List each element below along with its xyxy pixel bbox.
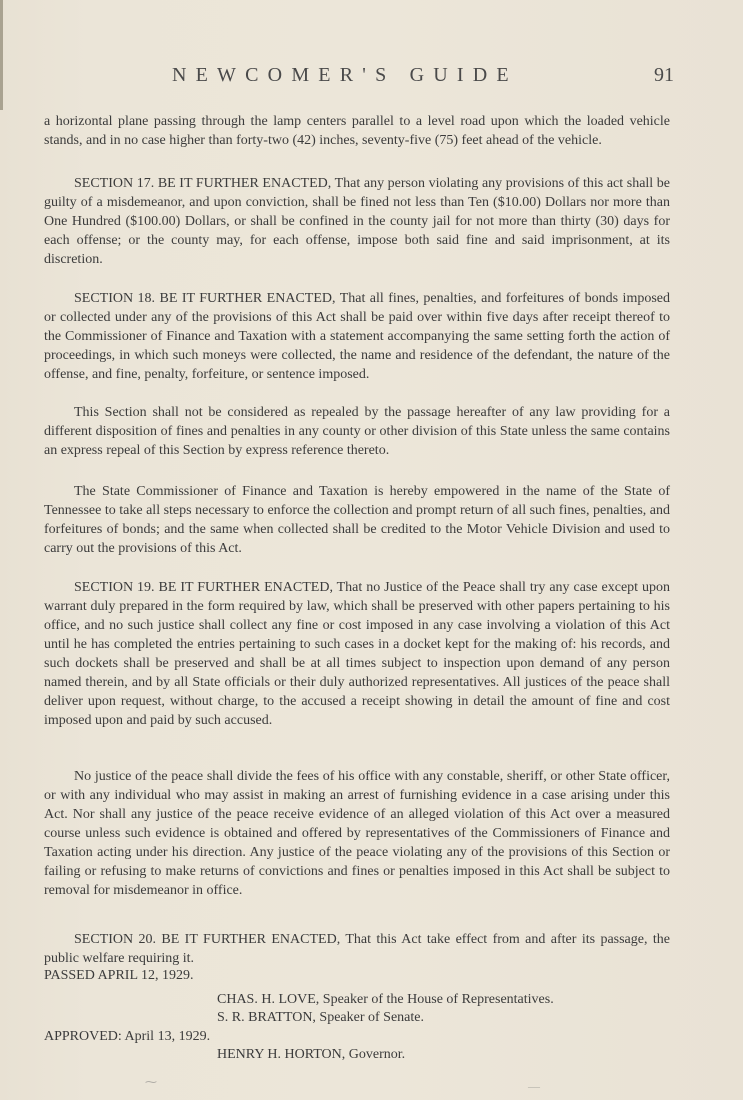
section-19-container <box>44 578 670 730</box>
governor-signature: HENRY H. HORTON, Governor. <box>217 1047 406 1062</box>
commissioner-paragraph-container <box>44 482 670 558</box>
passed-date: PASSED APRIL 12, 1929. <box>44 968 194 983</box>
approved-date: APPROVED: April 13, 1929. <box>44 1029 211 1044</box>
repeal-paragraph-container <box>44 403 670 460</box>
section-17-container <box>44 174 670 269</box>
section-19-paragraph: SECTION 19. BE IT FURTHER ENACTED, That no Justice of the Peace shall try any case except upon warrant duly prepared in the form required by law, which shall be preserved with other papers pertaining to his office, and no such justice shall collect any fine or cost imposed in any case involving a violation of this Act until he has completed the entries pertaining to such cases in a docket kept for the making of: his records, and such dockets shall be preserved and shall be at all times subject to inspection upon demand of any person named therein, and by all State officials or their duly authorized representatives. All justices of the peace shall deliver upon request, without charge, to the accused a receipt showing in detail the amount of fine and cost imposed upon and paid by such accused. <box>44 580 670 728</box>
body-paragraph-continuation: a horizontal plane passing through the lamp centers parallel to a level road upon which the loaded vehicle stands, and in no case higher than forty-two (42) inches, seventy-five (75) feet ahead of the vehicle. <box>44 114 670 148</box>
repeal-paragraph: This Section shall not be considered as repealed by the passage hereafter of any law providing for a different disposition of fines and penalties in any county or other division of this State unless the same contains an express repeal of this Section by express reference thereto. <box>44 405 670 458</box>
section-20-paragraph: SECTION 20. BE IT FURTHER ENACTED, That this Act take effect from and after its passage, the public welfare requiring it. <box>44 932 670 966</box>
page-binding-edge <box>0 0 3 110</box>
scan-smudge-mark: ⁓ <box>145 1075 157 1089</box>
justice-fees-container <box>44 767 670 900</box>
senate-speaker-signature: S. R. BRATTON, Speaker of Senate. <box>217 1010 424 1025</box>
house-speaker-signature: CHAS. H. LOVE, Speaker of the House of Representatives. <box>217 992 554 1007</box>
section-20-container <box>44 930 670 968</box>
scan-smudge-mark-2: — <box>528 1079 540 1093</box>
commissioner-paragraph: The State Commissioner of Finance and Taxation is hereby empowered in the name of the State of Tennessee to take all steps necessary to enforce the collection and prompt return of all such fines, penalties, and forfeitures of bonds; and the same when collected shall be credited to the Motor Vehicle Division and used to carry out the provisions of this Act. <box>44 484 670 556</box>
section-18-paragraph: SECTION 18. BE IT FURTHER ENACTED, That all fines, penalties, and forfeitures of bonds imposed or collected under any of the provisions of this Act shall be paid over within five days after receipt thereof to the Commissioner of Finance and Taxation with a statement accompanying the same setting forth the action of proceedings, in which such moneys were collected, the name and residence of the defendant, the nature of the offense, and fine, penalty, forfeiture, or sentence imposed. <box>44 291 670 382</box>
section-18-container <box>44 289 670 384</box>
justice-fees-paragraph: No justice of the peace shall divide the fees of his office with any constable, sheriff, or other State officer, or with any individual who may assist in making an arrest of furnishing evidence in a case arising under this Act. Nor shall any justice of the peace receive evidence of an alleged violation of this Act over a measured course unless such evidence is obtained and offered by representatives of the Commissioners of Finance and Taxation acting under his direction. Any justice of the peace violating any of the provisions of this Section or failing or refusing to make returns of convictions and fines or penalties imposed in this Act shall be subject to removal for misdemeanor in office. <box>44 769 670 898</box>
book-title: NEWCOMER'S GUIDE <box>172 64 518 86</box>
page-number: 91 <box>654 64 674 86</box>
section-17-paragraph: SECTION 17. BE IT FURTHER ENACTED, That any person violating any provisions of this act shall be guilty of a misdemeanor, and upon conviction, shall be fined not less than Ten ($10.00) Dollars nor more than One Hundred ($100.00) Dollars, or shall be confined in the county jail for not more than thirty (30) days for each offense; or the county may, for each offense, impose both said fine and said imprisonment, at its discretion. <box>44 176 670 267</box>
body-paragraph-0-container <box>44 112 670 150</box>
running-header <box>172 64 674 94</box>
